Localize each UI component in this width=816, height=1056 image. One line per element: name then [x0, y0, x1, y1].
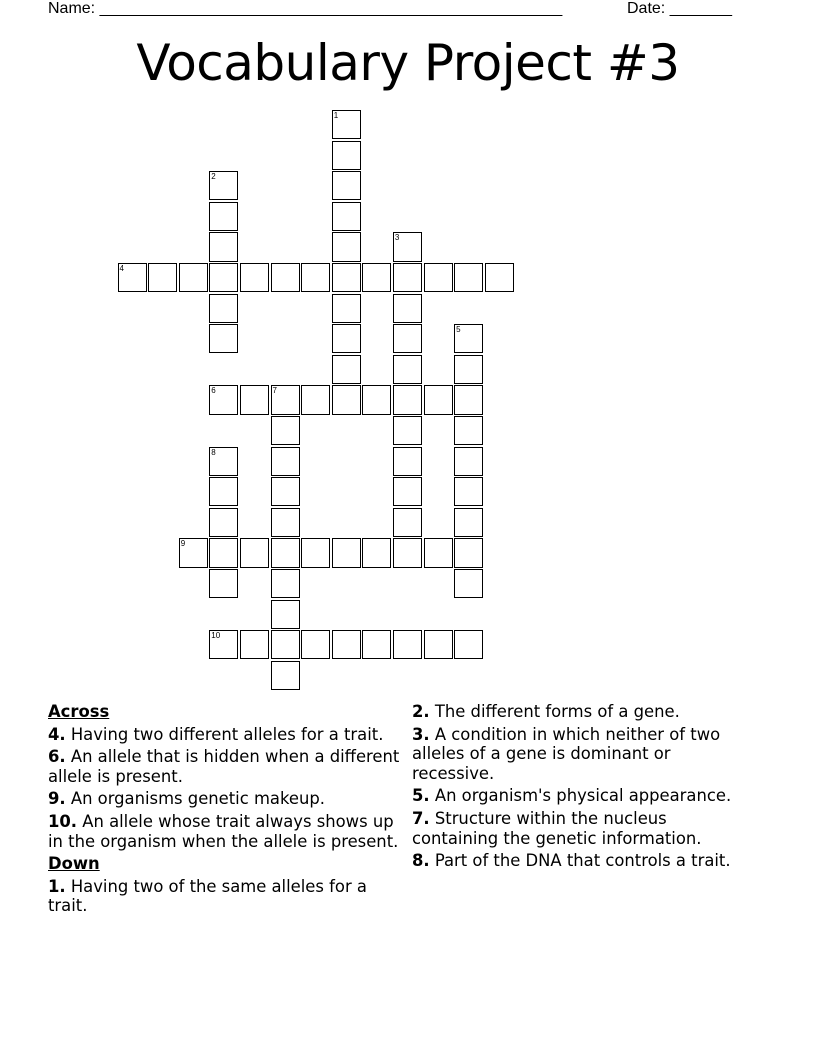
- cell-number: 3: [394, 233, 400, 243]
- clue-number: 4.: [48, 724, 66, 744]
- crossword-cell[interactable]: [332, 171, 361, 200]
- clue-text: An organisms genetic makeup.: [70, 789, 325, 809]
- crossword-cell[interactable]: [271, 630, 300, 659]
- crossword-cell[interactable]: [301, 538, 330, 567]
- crossword-cell[interactable]: [362, 538, 391, 567]
- crossword-cell[interactable]: [209, 477, 238, 506]
- crossword-cell[interactable]: [332, 355, 361, 384]
- crossword-cell[interactable]: [301, 263, 330, 292]
- crossword-cell[interactable]: [332, 538, 361, 567]
- crossword-cell[interactable]: [454, 385, 483, 414]
- clue-down-5: [412, 786, 752, 806]
- crossword-cell[interactable]: [393, 232, 422, 261]
- clue-down-2: [412, 702, 752, 722]
- crossword-cell[interactable]: [332, 385, 361, 414]
- crossword-cell[interactable]: [148, 263, 177, 292]
- crossword-cell[interactable]: [393, 355, 422, 384]
- crossword-cell[interactable]: [393, 263, 422, 292]
- crossword-cell[interactable]: [271, 600, 300, 629]
- clue-text: An organism's physical appearance.: [434, 786, 732, 806]
- crossword-cell[interactable]: [271, 508, 300, 537]
- cell-number: 10: [211, 631, 221, 641]
- crossword-cell[interactable]: [209, 263, 238, 292]
- clue-across-6: [48, 747, 403, 786]
- clue-down-3: [412, 725, 752, 784]
- page-title: Vocabulary Project #3: [136, 34, 680, 92]
- clues-left-column: [48, 702, 403, 919]
- clue-text: An allele whose trait always shows up in the organism when the allele is present.: [48, 811, 399, 851]
- crossword-cell[interactable]: [454, 569, 483, 598]
- name-field-label[interactable]: Name: ____________________________________________________: [48, 0, 563, 17]
- cell-number: 9: [180, 539, 186, 549]
- crossword-cell[interactable]: [393, 538, 422, 567]
- crossword-cell[interactable]: [393, 294, 422, 323]
- crossword-cell[interactable]: [301, 630, 330, 659]
- clues-right-column: [412, 702, 752, 874]
- crossword-cell[interactable]: [393, 447, 422, 476]
- crossword-cell[interactable]: [454, 538, 483, 567]
- crossword-cell[interactable]: [209, 630, 238, 659]
- crossword-cell[interactable]: [362, 263, 391, 292]
- crossword-cell[interactable]: [240, 538, 269, 567]
- crossword-cell[interactable]: [118, 263, 147, 292]
- crossword-cell[interactable]: [209, 385, 238, 414]
- cell-number: 7: [272, 386, 277, 396]
- crossword-cell[interactable]: [332, 110, 361, 139]
- clue-number: 10.: [48, 811, 78, 831]
- crossword-cell[interactable]: [209, 294, 238, 323]
- crossword-cell[interactable]: [332, 263, 361, 292]
- crossword-cell[interactable]: [209, 538, 238, 567]
- crossword-cell[interactable]: [209, 508, 238, 537]
- crossword-cell[interactable]: [240, 630, 269, 659]
- crossword-cell[interactable]: [424, 263, 453, 292]
- crossword-cell[interactable]: [393, 385, 422, 414]
- clue-number: 3.: [412, 724, 430, 744]
- crossword-cell[interactable]: [209, 171, 238, 200]
- crossword-cell[interactable]: [179, 538, 208, 567]
- clue-down-1: [48, 877, 403, 916]
- cell-number: 6: [211, 386, 216, 396]
- crossword-cell[interactable]: [362, 630, 391, 659]
- crossword-cell[interactable]: [454, 355, 483, 384]
- crossword-cell[interactable]: [454, 416, 483, 445]
- crossword-cell[interactable]: [454, 477, 483, 506]
- crossword-cell[interactable]: [393, 630, 422, 659]
- clue-text: An allele that is hidden when a different allele is present.: [48, 747, 400, 786]
- crossword-cell[interactable]: [454, 508, 483, 537]
- clue-across-4: [48, 725, 403, 745]
- crossword-cell[interactable]: [362, 385, 391, 414]
- cell-number: 1: [333, 111, 339, 120]
- clue-across-9: [48, 789, 403, 809]
- crossword-cell[interactable]: [332, 232, 361, 261]
- crossword-cell[interactable]: [209, 569, 238, 598]
- crossword-cell[interactable]: [271, 538, 300, 567]
- crossword-cell[interactable]: [332, 324, 361, 353]
- crossword-cell[interactable]: [393, 508, 422, 537]
- crossword-cell[interactable]: [209, 202, 238, 231]
- clue-number: 9.: [48, 789, 66, 809]
- clue-text: Having two different alleles for a trait.: [70, 724, 384, 744]
- clue-down-7: [412, 809, 752, 848]
- clue-number: 6.: [48, 747, 66, 767]
- crossword-cell[interactable]: [454, 447, 483, 476]
- across-heading: Across: [48, 702, 110, 721]
- crossword-cell[interactable]: [454, 263, 483, 292]
- crossword-cell[interactable]: [240, 385, 269, 414]
- crossword-cell[interactable]: [454, 630, 483, 659]
- cell-number: 8: [211, 447, 216, 457]
- cell-number: 5: [456, 325, 461, 335]
- crossword-cell[interactable]: [393, 416, 422, 445]
- crossword-cell[interactable]: [240, 263, 269, 292]
- crossword-cell[interactable]: [424, 630, 453, 659]
- clue-number: 8.: [412, 851, 430, 871]
- crossword-cell[interactable]: [179, 263, 208, 292]
- crossword-cell[interactable]: [424, 538, 453, 567]
- down-heading: Down: [48, 854, 100, 874]
- crossword-cell[interactable]: [393, 477, 422, 506]
- crossword-cell[interactable]: [271, 661, 300, 690]
- crossword-cell[interactable]: [332, 141, 361, 170]
- crossword-cell[interactable]: [271, 569, 300, 598]
- crossword-cell[interactable]: [424, 385, 453, 414]
- clue-down-8: [412, 851, 752, 871]
- crossword-cell[interactable]: [393, 324, 422, 353]
- clue-text: Having two of the same alleles for a trait.: [48, 876, 367, 916]
- cell-number: 2: [211, 172, 216, 182]
- crossword-cell[interactable]: [332, 202, 361, 231]
- clue-number: 5.: [412, 786, 430, 806]
- crossword-cell[interactable]: [271, 447, 300, 476]
- clue-text: Structure within the nucleus containing the genetic information.: [412, 808, 702, 848]
- crossword-cell[interactable]: [271, 416, 300, 445]
- clue-across-10: [48, 812, 403, 851]
- clue-number: 7.: [412, 808, 430, 828]
- clue-number: 1.: [48, 876, 66, 896]
- clue-number: 2.: [412, 702, 430, 721]
- crossword-cell[interactable]: [332, 630, 361, 659]
- crossword-cell[interactable]: [271, 263, 300, 292]
- crossword-cell[interactable]: [209, 447, 238, 476]
- clue-text: A condition in which neither of two alleles of a gene is dominant or recessive.: [412, 724, 721, 783]
- cell-number: 4: [119, 264, 124, 273]
- clue-text: The different forms of a gene.: [434, 702, 680, 721]
- clue-text: Part of the DNA that controls a trait.: [434, 851, 731, 871]
- crossword-cell[interactable]: [271, 385, 300, 414]
- crossword-cell[interactable]: [209, 324, 238, 353]
- crossword-cell[interactable]: [485, 263, 514, 292]
- crossword-cell[interactable]: [301, 385, 330, 414]
- date-field-label[interactable]: Date: _______: [627, 0, 732, 17]
- crossword-cell[interactable]: [271, 477, 300, 506]
- crossword-cell[interactable]: [454, 324, 483, 353]
- crossword-cell[interactable]: [332, 294, 361, 323]
- crossword-cell[interactable]: [209, 232, 238, 261]
